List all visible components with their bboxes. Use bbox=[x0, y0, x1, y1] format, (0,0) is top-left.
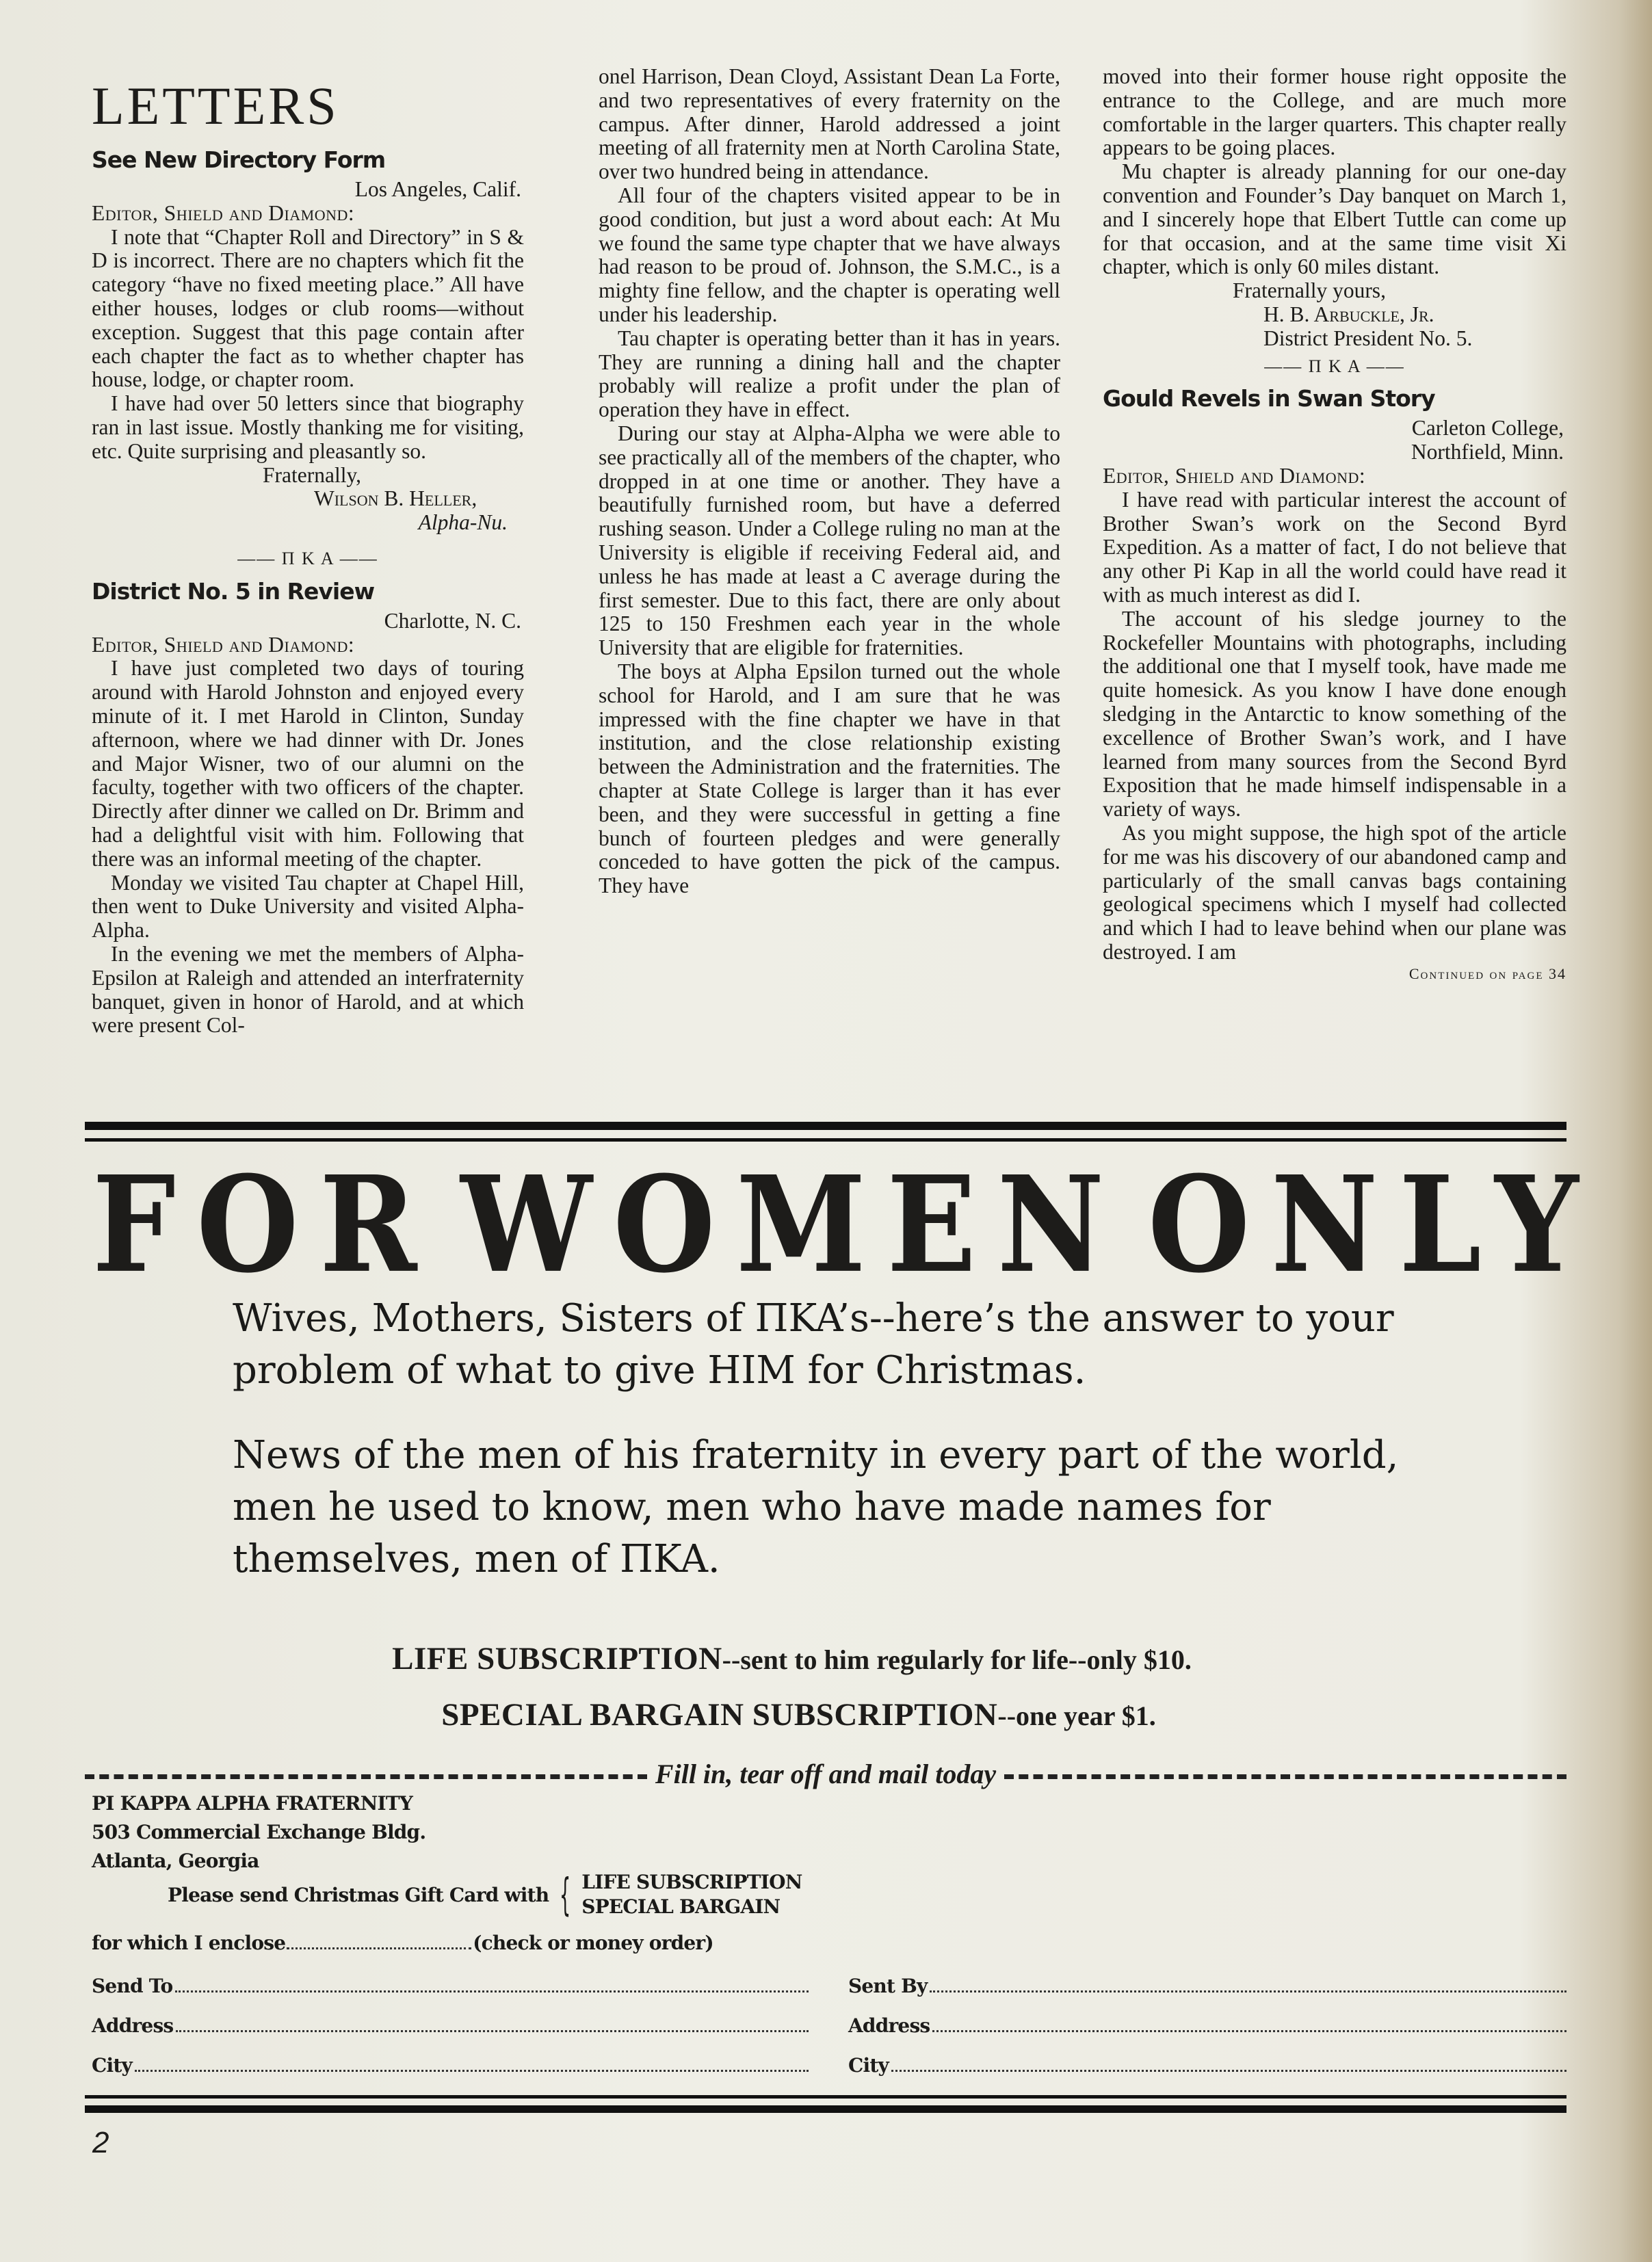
thick-rule bbox=[85, 2105, 1566, 2113]
continued-note: Continued on page 34 bbox=[1408, 964, 1566, 982]
letter-salutation: Editor, Shield and Diamond: bbox=[92, 632, 355, 657]
field-label: Send To bbox=[92, 1975, 173, 1997]
org-name: PI KAPPA ALPHA FRATERNITY bbox=[92, 1792, 413, 1815]
letter-place-line1: Carleton College, bbox=[1411, 416, 1564, 440]
dash-line bbox=[1004, 1774, 1566, 1779]
offer-detail: --one year $1. bbox=[997, 1700, 1156, 1731]
ad-headline-word: FOR bbox=[92, 1146, 438, 1302]
send-to-address-field[interactable] bbox=[92, 2014, 809, 2037]
ad-body-1: Wives, Mothers, Sisters of ΠKA’s--here’s the answer to your problem of what to give HIM for Christmas. bbox=[233, 1296, 1394, 1393]
column-3 bbox=[1103, 65, 1566, 984]
paragraph: Mu chapter is already planning for our one-day convention and Founder’s Day banquet on March 1, and I sincerely hope that Elbert Tuttle can come up for that occasion, and at the same time visit Xi chapter, which is only 60 miles distant. bbox=[1103, 159, 1566, 279]
letter-signer-title: District President No. 5. bbox=[1263, 326, 1473, 350]
enclose-line bbox=[92, 1932, 713, 1955]
send-to-field[interactable] bbox=[92, 1975, 809, 1997]
letter-place-line2: Northfield, Minn. bbox=[1411, 440, 1564, 464]
offer-detail: --sent to him regularly for life--only $10. bbox=[722, 1644, 1192, 1675]
dash-line bbox=[85, 1774, 647, 1779]
section-divider: —— Π K A —— bbox=[237, 548, 378, 568]
paragraph: During our stay at Alpha-Alpha we were able to see practically all of the members of the chapter, who dropped in at one time or another. They have a beautifully furnished room, but have a deferred rushing season. Under a College ruling no man at the University is eligible if receiving Federal aid, and unless he has made at least a C average during the first semester. Due to this fact, there are only about 125 to 150 Freshmen each year in the whole University that are eligible for fraternities. bbox=[599, 421, 1060, 660]
field-label: City bbox=[848, 2054, 889, 2077]
sent-by-address-field[interactable] bbox=[848, 2014, 1566, 2037]
paragraph: The boys at Alpha Epsilon turned out the whole school for Harold, and I am sure that he was impressed with the fine chapter we have in that institution, and the close relationship existing between the Administration and the fraternities. The chapter at State College is larger than it has ever been, and they were successful in getting a fine bunch of fourteen pledges and were generally conceded to have gotten the pick of the campus. They have bbox=[599, 659, 1060, 898]
paragraph: I have had over 50 letters since that biography ran in last issue. Mostly thanking me for visiting, etc. Quite surprising and pleasantly so. bbox=[92, 391, 524, 463]
enclose-label: for which I enclose bbox=[92, 1932, 286, 1954]
enclose-suffix: (check or money order) bbox=[473, 1932, 713, 1954]
ad-headline-word: WOMEN bbox=[460, 1146, 1125, 1302]
letter-heading: District No. 5 in Review bbox=[92, 577, 375, 605]
letter-salutation: Editor, Shield and Diamond: bbox=[1103, 463, 1366, 488]
field-label: Address bbox=[848, 2014, 930, 2037]
option-special-bargain[interactable]: SPECIAL BARGAIN bbox=[581, 1895, 781, 1918]
column-2 bbox=[599, 65, 1060, 898]
gift-card-choice bbox=[168, 1871, 802, 1920]
letter-heading: See New Directory Form bbox=[92, 146, 386, 173]
paragraph: The account of his sledge journey to the Rockefeller Mountains with photographs, including the additional one that I myself took, have made me quite homesick. As you know I have done enough sledging in the Antarctic to know something of the excellence of Brother Swan’s work, and I have learned from many sources from the Second Byrd Exposition that he made himself indispensable in a variety of ways. bbox=[1103, 606, 1566, 821]
offer-title: SPECIAL BARGAIN SUBSCRIPTION bbox=[441, 1697, 998, 1733]
org-street: 503 Commercial Exchange Bldg. bbox=[92, 1821, 426, 1843]
field-input[interactable] bbox=[932, 2030, 1566, 2032]
letter-place: Charlotte, N. C. bbox=[384, 608, 521, 633]
letter-closing: Fraternally yours, bbox=[1233, 278, 1386, 303]
organization-address bbox=[92, 1792, 425, 1878]
paragraph: In the evening we met the members of Alpha-Epsilon at Raleigh and attended an interfraternity banquet, given in honor of Harold, and at which were present Col- bbox=[92, 941, 524, 1038]
field-label: Sent By bbox=[848, 1975, 928, 1997]
brace-icon: { bbox=[560, 1870, 571, 1921]
paragraph: I have just completed two days of touring around with Harold Johnston and enjoyed every minute of it. I met Harold in Clinton, Sunday afternoon, where we had dinner with Dr. Jones and Major Wisner, two of our alumni on the faculty, together with two officers of the chapter. Directly after dinner we called on Dr. Brimm and had a delightful visit with him. Following that there was an informal meeting of the chapter. bbox=[92, 656, 524, 871]
offer-title: LIFE SUBSCRIPTION bbox=[392, 1641, 722, 1676]
paragraph: I note that “Chapter Roll and Directory” in S & D is incorrect. There are no chapters which fit the category “have no fixed meeting place.” All have either houses, lodges or club rooms—without exception. Suggest that this page contain after each chapter the fact as to whether chapter has house, lodge, or chapter room. bbox=[92, 224, 524, 392]
gift-options bbox=[581, 1871, 802, 1920]
letter-closing: Fraternally, bbox=[263, 462, 362, 487]
section-title: LETTERS bbox=[92, 76, 339, 135]
letter-salutation: Editor, Shield and Diamond: bbox=[92, 200, 355, 225]
letter-signer: Wilson B. Heller, bbox=[314, 486, 477, 511]
ad-headline bbox=[92, 1146, 1600, 1302]
column-1 bbox=[92, 65, 524, 1038]
section-divider: —— Π K A —— bbox=[1264, 356, 1405, 376]
letter-chapter: Alpha-Nu. bbox=[418, 510, 508, 535]
letter-place: Los Angeles, Calif. bbox=[354, 177, 521, 201]
paragraph: As you might suppose, the high spot of the article for me was his discovery of our abandoned camp and particularly of the small canvas bags containing geological specimens which I myself had collected and which I had to leave behind when our plane was destroyed. I am bbox=[1103, 820, 1566, 964]
paragraph: All four of the chapters visited appear to be in good condition, but just a word about each: At Mu we found the same type chapter that we have always had reason to be proud of. Johnson, the S.M.C., is a mighty fine fellow, and the chapter is operating well under his leadership. bbox=[599, 183, 1060, 326]
sent-by-field[interactable] bbox=[848, 1975, 1566, 1997]
page-number: 2 bbox=[92, 2126, 109, 2159]
field-label: Address bbox=[92, 2014, 174, 2037]
field-input[interactable] bbox=[175, 1990, 809, 1993]
thin-rule bbox=[85, 2095, 1566, 2099]
paragraph: moved into their former house right opposite the entrance to the College, and are much more comfortable in the larger quarters. This chapter really appears to be going places. bbox=[1103, 64, 1566, 160]
field-label: City bbox=[92, 2054, 132, 2077]
field-input[interactable] bbox=[135, 2070, 809, 2072]
field-input[interactable] bbox=[930, 1990, 1566, 1993]
org-city: Atlanta, Georgia bbox=[92, 1850, 259, 1872]
tear-off-line bbox=[85, 1758, 1566, 1790]
letter-heading: Gould Revels in Swan Story bbox=[1103, 385, 1435, 412]
option-life-subscription[interactable]: LIFE SUBSCRIPTION bbox=[581, 1871, 802, 1893]
tear-off-instructions: Fill in, tear off and mail today bbox=[655, 1759, 997, 1789]
paragraph: Tau chapter is operating better than it has in years. They are running a dining hall and the chapter probably will realize a profit under the plan of operation they have in effect. bbox=[599, 326, 1060, 422]
thick-rule bbox=[85, 1122, 1566, 1130]
paragraph: Monday we visited Tau chapter at Chapel Hill, then went to Duke University and visited Alpha-Alpha. bbox=[92, 870, 524, 943]
field-input[interactable] bbox=[891, 2070, 1566, 2072]
letter-signer: H. B. Arbuckle, Jr. bbox=[1263, 302, 1434, 326]
offer-special-bargain bbox=[0, 1696, 1625, 1735]
field-input[interactable] bbox=[176, 2030, 809, 2032]
thin-rule bbox=[85, 1138, 1566, 1142]
ad-body-2: News of the men of his fraternity in every part of the world, men he used to know, men who have made names for themselves, men of ΠKA. bbox=[233, 1433, 1399, 1581]
paragraph: I have read with particular interest the account of Brother Swan’s work on the Second Byrd Expedition. As a matter of fact, I do not believe that any other Pi Kap in all the world could have read it with as much interest as did I. bbox=[1103, 487, 1566, 607]
send-to-city-field[interactable] bbox=[92, 2054, 809, 2077]
gift-prefix: Please send Christmas Gift Card with bbox=[168, 1884, 549, 1906]
enclose-amount-field[interactable] bbox=[287, 1947, 471, 1949]
ad-headline-word: ONLY bbox=[1148, 1146, 1600, 1302]
offer-life-subscription bbox=[0, 1640, 1618, 1679]
paragraph: onel Harrison, Dean Cloyd, Assistant Dean La Forte, and two representatives of every fraternity on the campus. After dinner, Harold addressed a joint meeting of all fraternity men at North Carolina State, over two hundred being in attendance. bbox=[599, 64, 1060, 184]
sent-by-city-field[interactable] bbox=[848, 2054, 1566, 2077]
